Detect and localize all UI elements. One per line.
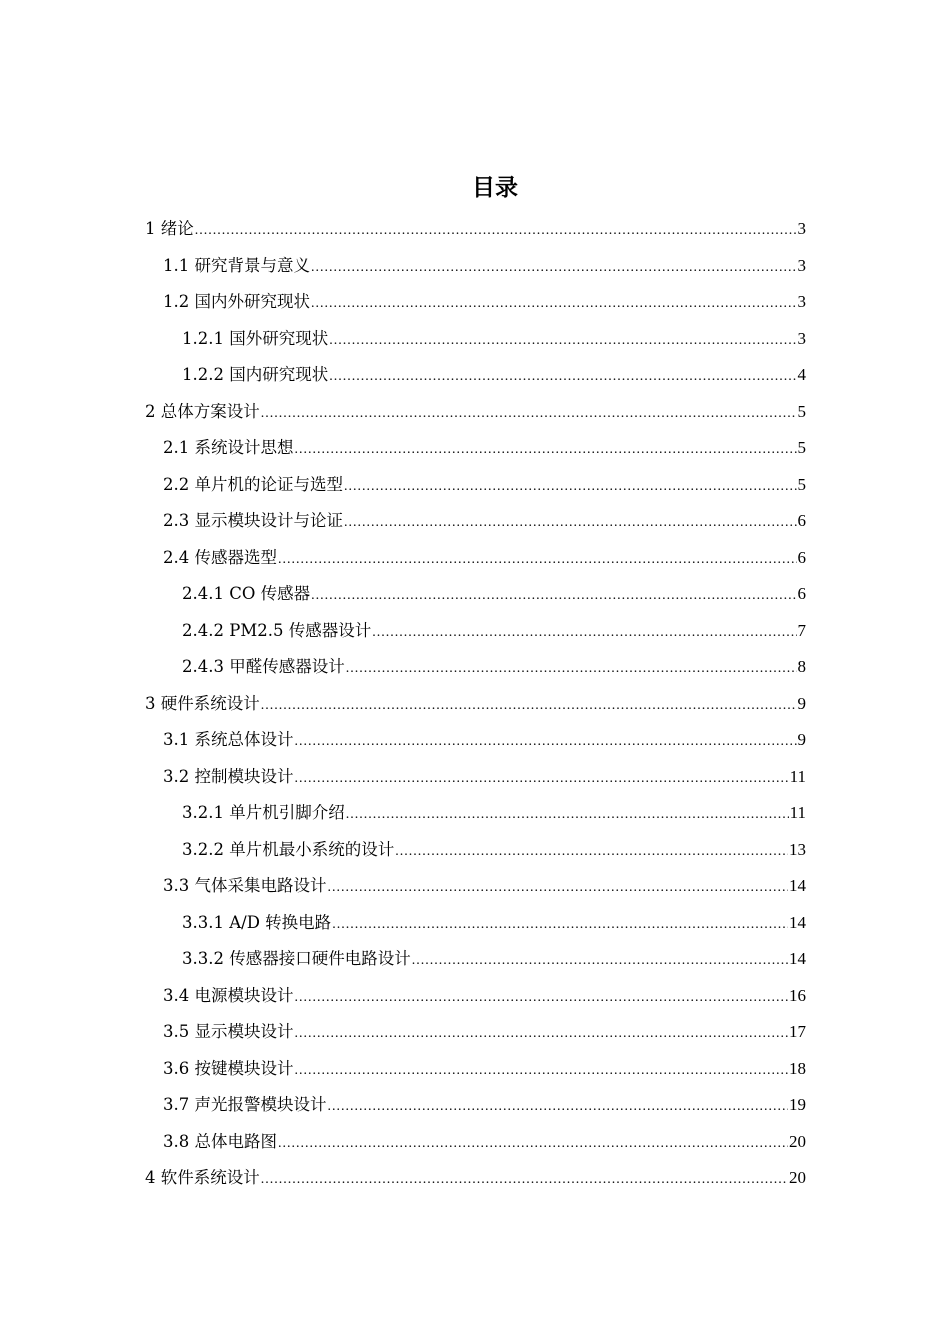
toc-dot-leader (295, 724, 797, 760)
toc-dot-leader (261, 1162, 788, 1198)
toc-entry-label: 3.6 按键模块设计 (163, 1058, 294, 1078)
toc-dot-leader (295, 980, 789, 1016)
toc-dot-leader (295, 432, 797, 468)
toc-dot-leader (332, 907, 788, 943)
toc-entry[interactable] (163, 540, 806, 576)
toc-entry-label: 4 软件系统设计 (145, 1168, 260, 1187)
toc-entry-label: 1.2.2 国内研究现状 (182, 365, 329, 384)
toc-entry-label: 3.7 声光报警模块设计 (163, 1095, 327, 1114)
toc-entry-page-number: 6 (797, 584, 806, 603)
toc-entry-label: 3.2 控制模块设计 (163, 766, 294, 786)
toc-entry-label: 3.3.1 A/D 转换电路 (182, 912, 332, 932)
toc-entry[interactable] (163, 759, 806, 795)
toc-entry-label: 1.1 研究背景与意义 (163, 255, 310, 275)
toc-entry-label: 3.2.1 单片机引脚介绍 (182, 803, 345, 822)
toc-entry-label: 2 总体方案设计 (145, 401, 260, 421)
toc-entry-label: 3.8 总体电路图 (163, 1131, 277, 1151)
toc-entry[interactable] (163, 248, 806, 284)
toc-entry-label: 1.2 国内外研究现状 (163, 292, 310, 311)
toc-entry-label: 3.1 系统总体设计 (163, 730, 294, 749)
toc-entry-page-number: 9 (797, 693, 806, 713)
toc-entry[interactable] (182, 795, 806, 831)
toc-entry[interactable] (182, 832, 806, 868)
toc-dot-leader (328, 1089, 789, 1125)
toc-entry-page-number: 3 (797, 328, 806, 348)
toc-entry-page-number: 3 (797, 219, 806, 238)
toc-dot-leader (295, 1053, 789, 1089)
toc-entry-page-number: 6 (797, 547, 806, 567)
toc-entry-page-number: 11 (789, 766, 806, 786)
toc-entry-page-number: 20 (789, 1168, 806, 1187)
toc-entry-page-number: 3 (797, 292, 806, 311)
toc-entry-label: 2.2 单片机的论证与选型 (163, 474, 343, 494)
toc-entry-page-number: 17 (789, 1022, 806, 1041)
toc-entry[interactable] (182, 357, 806, 393)
toc-entry-page-number: 9 (797, 730, 806, 749)
toc-entry-label: 2.1 系统设计思想 (163, 438, 294, 457)
toc-entry-page-number: 18 (789, 1058, 806, 1078)
toc-entry-label: 1.2.1 国外研究现状 (182, 328, 329, 348)
toc-entry[interactable] (163, 430, 806, 466)
toc-dot-leader (344, 505, 797, 541)
toc-dot-leader (261, 688, 797, 724)
toc-entry-page-number: 6 (797, 511, 806, 530)
toc-dot-leader (311, 250, 797, 286)
toc-entry-page-number: 5 (797, 474, 806, 494)
toc-entry-page-number: 3 (797, 255, 806, 275)
toc-entry[interactable] (182, 613, 806, 649)
toc-entry[interactable] (163, 503, 806, 539)
toc-entry-label: 3.3.2 传感器接口硬件电路设计 (182, 949, 411, 968)
toc-entry-label: 2.3 显示模块设计与论证 (163, 511, 343, 530)
toc-entry[interactable] (145, 686, 806, 722)
toc-dot-leader (195, 213, 797, 249)
toc-entry-page-number: 4 (797, 365, 806, 384)
toc-dot-leader (346, 651, 797, 687)
toc-entry-label: 3 硬件系统设计 (145, 693, 260, 713)
toc-entry-page-number: 14 (789, 876, 806, 895)
toc-dot-leader (295, 761, 789, 797)
toc-entry[interactable] (163, 1014, 806, 1050)
toc-dot-leader (344, 469, 797, 505)
toc-entry[interactable] (182, 576, 806, 612)
toc-entry[interactable] (182, 905, 806, 941)
toc-entry-page-number: 11 (789, 803, 806, 822)
toc-entry-label: 1 绪论 (145, 219, 194, 238)
toc-entry[interactable] (182, 649, 806, 685)
toc-entry-page-number: 8 (797, 657, 806, 676)
toc-entry[interactable] (163, 722, 806, 758)
toc-entry-label: 3.2.2 单片机最小系统的设计 (182, 839, 395, 859)
toc-title: 目录 (472, 175, 518, 201)
toc-entry-label: 2.4.3 甲醛传感器设计 (182, 657, 345, 676)
toc-dot-leader (295, 1016, 789, 1052)
toc-dot-leader (329, 359, 796, 395)
toc-entry-label: 2.4.2 PM2.5 传感器设计 (182, 620, 372, 640)
toc-entry-page-number: 7 (797, 620, 806, 640)
toc-entry[interactable] (145, 211, 806, 247)
toc-entry[interactable] (163, 868, 806, 904)
toc-dot-leader (395, 834, 788, 870)
toc-entry[interactable] (163, 978, 806, 1014)
toc-dot-leader (311, 286, 797, 322)
toc-entry-page-number: 14 (789, 949, 806, 968)
toc-dot-leader (412, 943, 788, 979)
toc-entry[interactable] (145, 394, 806, 430)
toc-dot-leader (278, 1126, 788, 1162)
toc-dot-leader (311, 578, 796, 614)
toc-entry-label: 3.4 电源模块设计 (163, 985, 294, 1005)
toc-entry[interactable] (163, 1087, 806, 1123)
toc-dot-leader (372, 615, 796, 651)
toc-entry-page-number: 20 (789, 1131, 806, 1151)
toc-entry-label: 2.4.1 CO 传感器 (182, 584, 311, 603)
toc-dot-leader (261, 396, 797, 432)
toc-dot-leader (328, 870, 789, 906)
toc-entry-page-number: 14 (789, 912, 806, 932)
toc-entry[interactable] (163, 1124, 806, 1160)
toc-entry-page-number: 19 (789, 1095, 806, 1114)
toc-entry[interactable] (163, 284, 806, 320)
toc-entry-page-number: 16 (789, 985, 806, 1005)
toc-entry-page-number: 13 (789, 839, 806, 859)
toc-dot-leader (329, 323, 796, 359)
toc-entry-page-number: 5 (797, 401, 806, 421)
toc-entry[interactable] (163, 1051, 806, 1087)
toc-entry[interactable] (163, 467, 806, 503)
toc-entry-page-number: 5 (797, 438, 806, 457)
toc-entry-label: 3.5 显示模块设计 (163, 1022, 294, 1041)
toc-entry[interactable] (182, 941, 806, 977)
toc-dot-leader (346, 797, 789, 833)
toc-entry[interactable] (182, 321, 806, 357)
toc-entry-label: 2.4 传感器选型 (163, 547, 277, 567)
toc-entry-label: 3.3 气体采集电路设计 (163, 876, 327, 895)
toc-dot-leader (278, 542, 797, 578)
toc-entry[interactable] (145, 1160, 806, 1196)
